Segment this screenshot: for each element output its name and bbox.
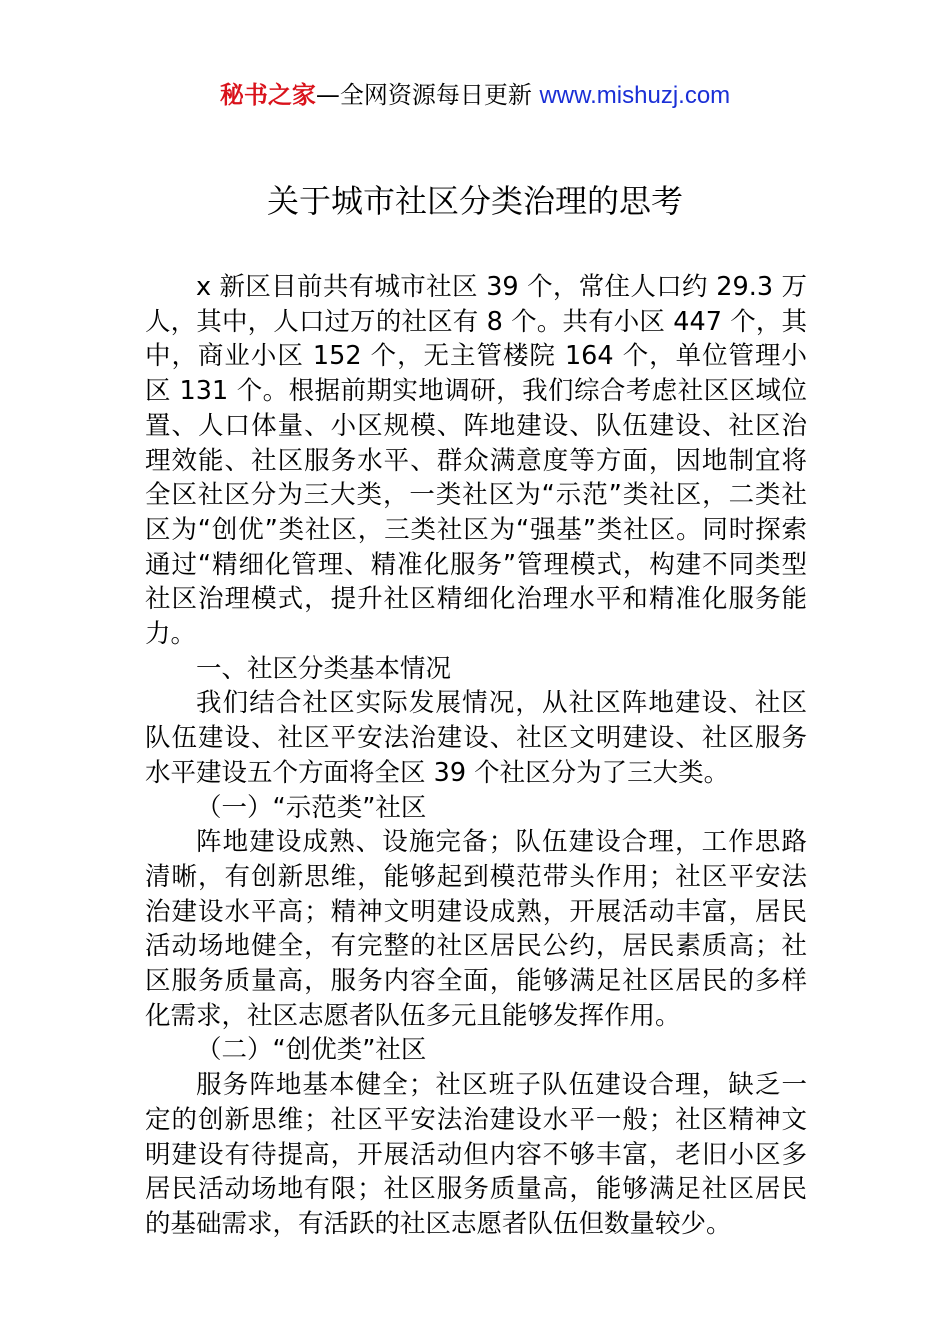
subsection-heading-1: （一）“示范类”社区 <box>196 792 427 823</box>
site-slogan: —全网资源每日更新 <box>315 81 540 109</box>
site-url-link[interactable]: www.mishuzj.com <box>539 82 731 109</box>
subsection-heading-2: （二）“创优类”社区 <box>196 1035 427 1066</box>
section-paragraph-1: 我们结合社区实际发展情况，从社区阵地建设、社区队伍建设、社区平安法治建设、社区文明建设、社区服务水平建设五个方面将全区 39 个社区分为了三大类。 <box>145 688 807 788</box>
document-title: 关于城市社区分类治理的思考 <box>266 182 683 220</box>
brand-name: 秘书之家 <box>219 81 316 109</box>
subsection-paragraph-2: 服务阵地基本健全；社区班子队伍建设合理，缺乏一定的创新思维；社区平安法治建设水平一般；社区精神文明建设有待提高，开展活动但内容不够丰富，老旧小区多居民活动场地有限；社区服务质量高，能够满足社区居民的基础需求，有活跃的社区志愿者队伍但数量较少。 <box>145 1070 807 1239</box>
intro-paragraph: x 新区目前共有城市社区 39 个，常住人口约 29.3 万人，其中，人口过万的社区有 8 个。共有小区 447 个，其中，商业小区 152 个，无主管楼院 164 个，单位管理小区 131 个。根据前期实地调研，我们综合考虑社区区域位置、人口体量、小区规模、阵地建设、队伍建设、社区治理效能、社区服务水平、群众满意度等方面，因地制宜将全区社区分为三大类，一类社区为“示范”类社区，二类社区为“创优”类社区，三类社区为“强基”类社区。同时探索通过“精细化管理、精准化服务”管理模式，构建不同类型社区治理模式，提升社区精细化治理水平和精准化服务能力。 <box>145 272 807 650</box>
section-heading-1: 一、社区分类基本情况 <box>196 653 452 684</box>
document-body <box>145 270 807 1242</box>
subsection-paragraph-1: 阵地建设成熟、设施完备；队伍建设合理，工作思路清晰，有创新思维，能够起到模范带头作用；社区平安法治建设水平高；精神文明建设成熟，开展活动丰富，居民活动场地健全，有完整的社区居民公约，居民素质高；社区服务质量高，服务内容全面，能够满足社区居民的多样化需求，社区志愿者队伍多元且能够发挥作用。 <box>145 827 807 1031</box>
site-header <box>0 78 950 113</box>
